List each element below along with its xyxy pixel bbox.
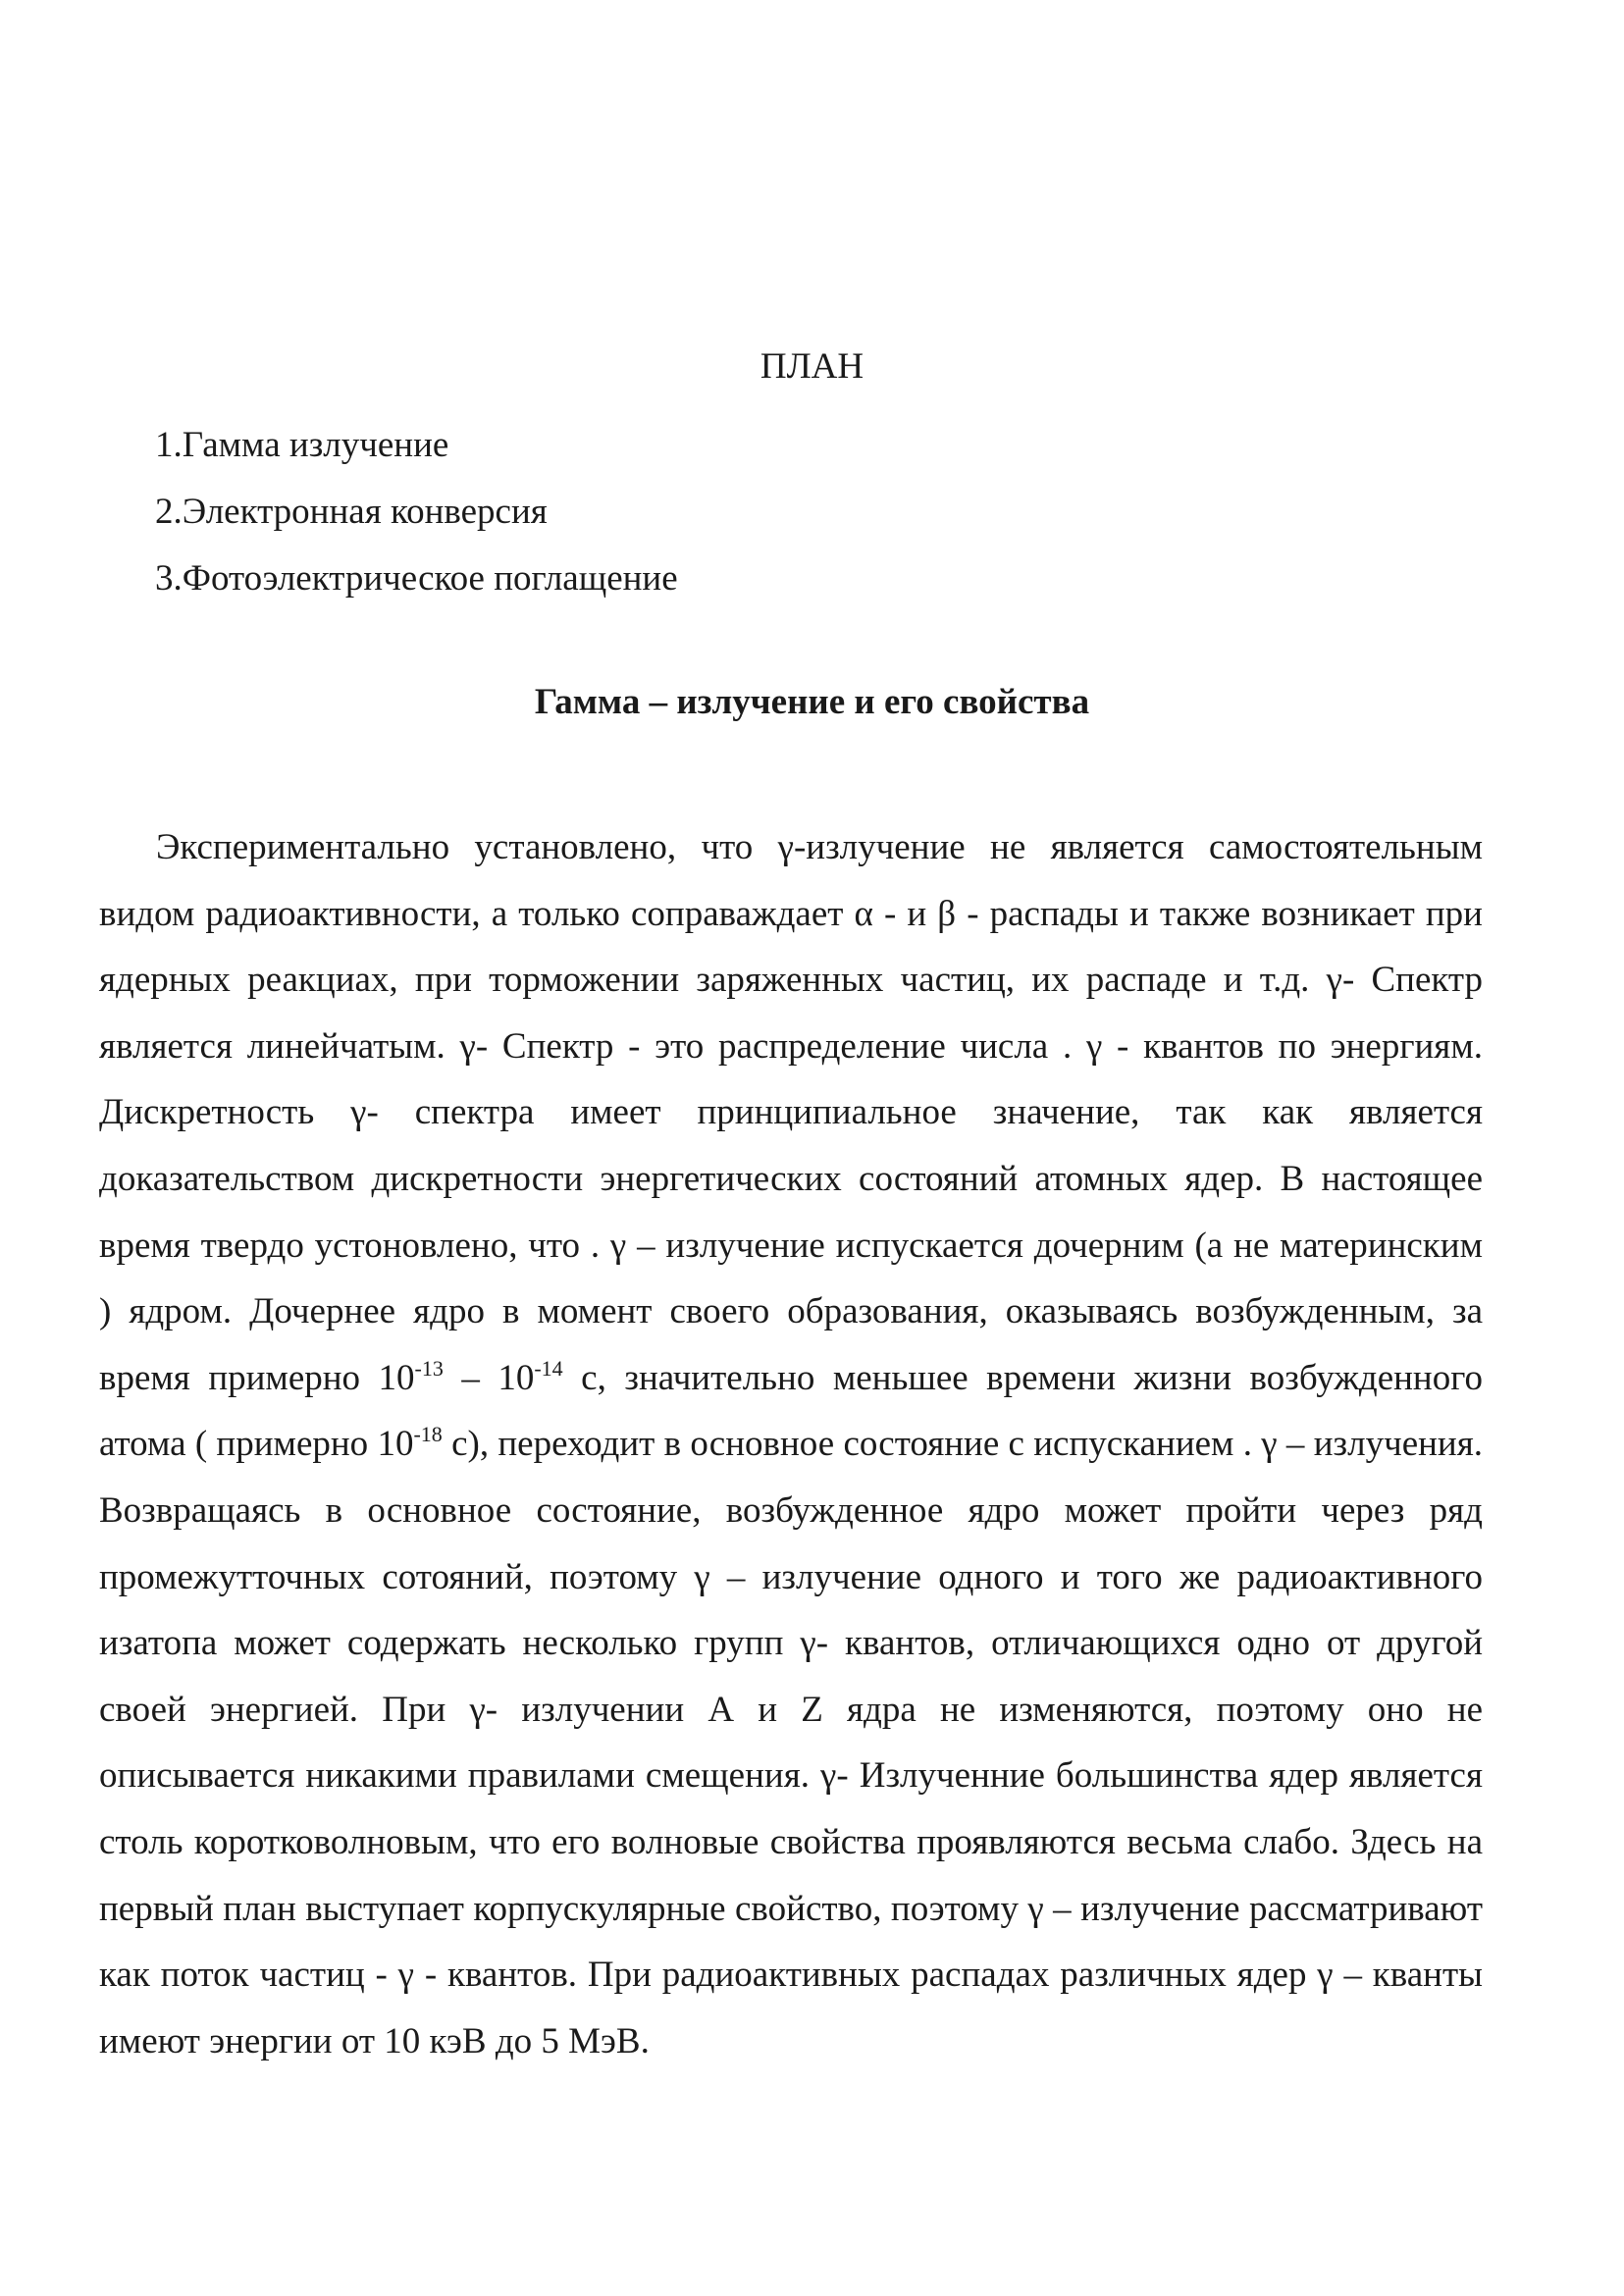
section-heading: Гамма – излучение и его свойства (534, 682, 1090, 722)
plan-list (155, 412, 678, 612)
paragraph-text-part-3: с, значительно меньшее времени жизни возбужденного атома ( примерно 10 (99, 1357, 1483, 1465)
plan-item-gamma-radiation: 1.Гамма излучение (155, 425, 449, 465)
paragraph-text-part-2: – 10 (443, 1357, 535, 1398)
plan-title: ПЛАН (760, 346, 864, 387)
paragraph-text-part-4: с), переходит в основное состояние с испусканием . γ – излучения. Возвращаясь в основное состояние, возбужденное ядро может пройти через ряд промежутточных сотояний, поэтому γ – излучение одного и того же радиоактивного изатопа может содержать несколько групп γ- квантов, отличающихся одно от другой своей энергией. При γ- излучении А и Z ядра не изменяются, поэтому оно не описывается никакими правилами смещения. γ- Излученние большинства ядер является столь коротковолновым, что его волновые свойства проявляются весьма слабо. Здесь на первый план выступает корпускулярные свойство, поэтому γ – излучение рассматривают как поток частиц - γ - квантов. При радиоактивных распадах различных ядер γ – кванты имеют энергии от 10 кэВ до 5 МэВ. (99, 1424, 1483, 2061)
exponent-3: -18 (413, 1422, 443, 1447)
paragraph-text-part-1: Экспериментально установлено, что γ-излучение не является самостоятельным видом радиоактивности, а только соправаждает α - и β - распады и также возникает при ядерных реакциах, при торможении заряженных частиц, их распаде и т.д. γ- Спектр является линейчатым. γ- Спектр - это распределение числа . γ - квантов по энергиям. Дискретность γ- спектра имеет принципиальное значение, так как является доказательством дискретности энергетических состояний атомных ядер. В настоящее время твердо устоновлено, что . γ – излучение испускается дочерним (а не материнским ) ядром. Дочернее ядро в момент своего образования, оказываясь возбужденным, за время примерно 10 (99, 827, 1483, 1398)
exponent-2: -14 (534, 1355, 563, 1381)
body-paragraph (99, 814, 1483, 2074)
plan-item-electron-conversion: 2.Электронная конверсия (155, 492, 548, 532)
plan-item-photoelectric-absorption: 3.Фотоэлектрическое поглащение (155, 558, 678, 599)
exponent-1: -13 (414, 1355, 444, 1381)
